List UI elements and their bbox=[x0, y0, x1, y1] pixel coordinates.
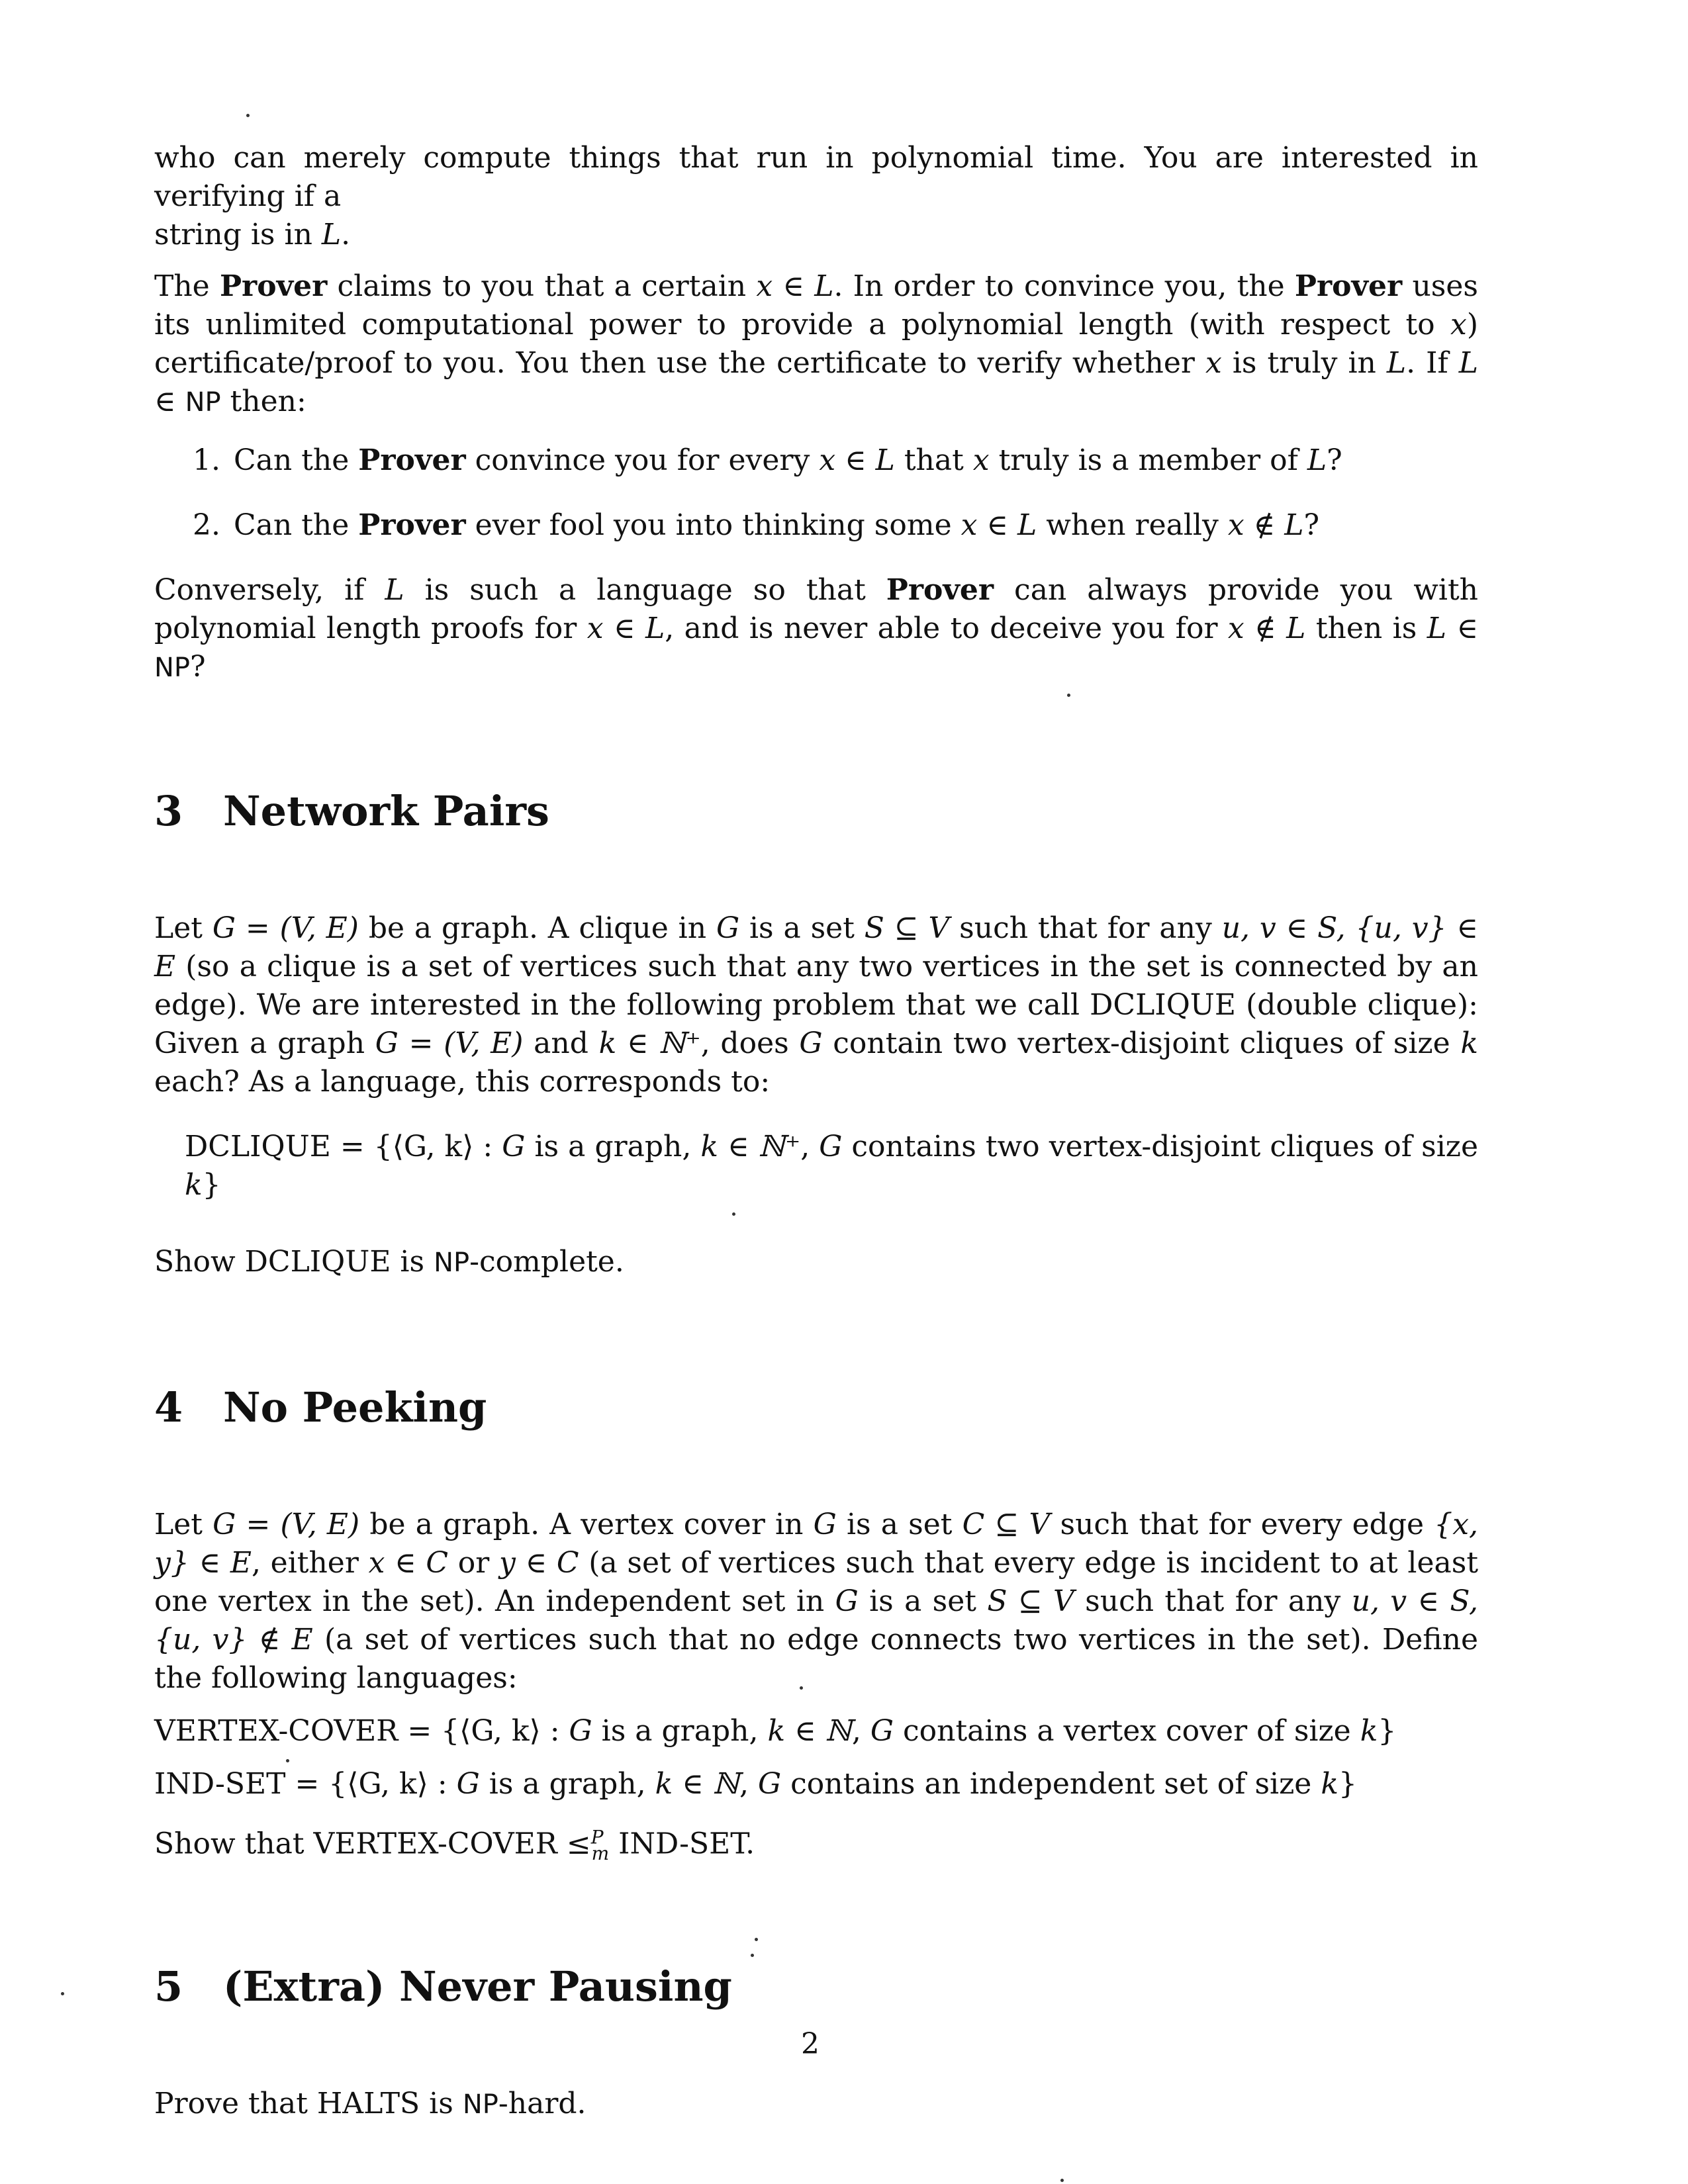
list-item: 1. Can the Prover convince you for every x ∈ L that x truly is a member of L? bbox=[193, 443, 1342, 477]
scan-speck bbox=[732, 1212, 735, 1216]
list-item: 2. Can the Prover ever fool you into thinking some x ∈ L when really x ∉ L? bbox=[193, 508, 1320, 542]
intro-paragraph-2: The Prover claims to you that a certain x ∈ L. In order to convince you, the Prover uses its unlimited computational power to provide a polynomial length (with respect to x) certificate/proof to you. You then use the certificate to verify whether x is truly in L. If L ∈ NP then: bbox=[154, 269, 1479, 418]
section-3-paragraph: Let G = (V, E) be a graph. A clique in G is a set S ⊆ V such that for any u, v ∈ S, {u, v} ∈ E (so a clique is a set of vertices such that any two vertices in the set is connected by an edge). We are interested in the following problem that we call DCLIQUE (double clique): Given a graph G = (V, E) and k ∈ ℕ⁺, does G contain two vertex-disjoint cliques of size k each? As a language, this corresponds to: bbox=[154, 911, 1478, 1099]
page-content bbox=[154, 139, 1478, 2124]
ind-set-definition: IND-SET = {⟨G, k⟩ : G is a graph, k ∈ ℕ, G contains an independent set of size k} bbox=[154, 1767, 1357, 1801]
scan-speck bbox=[1067, 694, 1070, 697]
conversely-paragraph: Conversely, if L is such a language so that Prover can always provide you with polynomial length proofs for x ∈ L, and is never able to deceive you for x ∉ L then is L ∈ NP? bbox=[154, 573, 1479, 684]
section-3-task: Show DCLIQUE is NP-complete. bbox=[154, 1245, 624, 1279]
section-4-heading: 4 No Peeking bbox=[154, 1383, 487, 1432]
section-5-task: Prove that HALTS is NP-hard. bbox=[154, 2087, 586, 2121]
scan-speck bbox=[800, 1686, 803, 1690]
section-5-heading: 5 (Extra) Never Pausing bbox=[154, 1962, 732, 2011]
scan-speck bbox=[751, 1954, 754, 1957]
vertex-cover-definition: VERTEX-COVER = {⟨G, k⟩ : G is a graph, k ∈ ℕ, G contains a vertex cover of size k} bbox=[154, 1714, 1397, 1748]
scan-speck bbox=[61, 1992, 64, 1995]
dclique-definition: DCLIQUE = {⟨G, k⟩ : G is a graph, k ∈ ℕ⁺, G contains two vertex-disjoint cliques of size k} bbox=[185, 1130, 1478, 1202]
section-4-task: Show that VERTEX-COVER ≤$^P_m$ IND-SET. bbox=[154, 1826, 755, 1865]
scan-speck bbox=[1060, 2179, 1064, 2182]
page-number: 2 bbox=[801, 2027, 820, 2061]
section-3-heading: 3 Network Pairs bbox=[154, 787, 549, 835]
section-4-paragraph: Let G = (V, E) be a graph. A vertex cover in G is a set C ⊆ V such that for every edge {x, y} ∈ E, either x ∈ C or y ∈ C (a set of vertices such that every edge is incident to at least one vertex in the set). An independent set in G is a set S ⊆ V such that for any u, v ∈ S, {u, v} ∉ E (a set of vertices such that no edge connects two vertices in the set). Define the following languages: bbox=[154, 1508, 1479, 1695]
intro-paragraph-1: who can merely compute things that run in polynomial time. You are interested in verifying if a string is in L. bbox=[154, 141, 1478, 251]
reduction-symbol: ≤$^P_m$ bbox=[566, 1826, 610, 1865]
question-list bbox=[193, 441, 1478, 545]
scan-speck bbox=[755, 1938, 758, 1941]
scan-speck bbox=[286, 1759, 289, 1762]
scan-speck bbox=[246, 114, 250, 117]
